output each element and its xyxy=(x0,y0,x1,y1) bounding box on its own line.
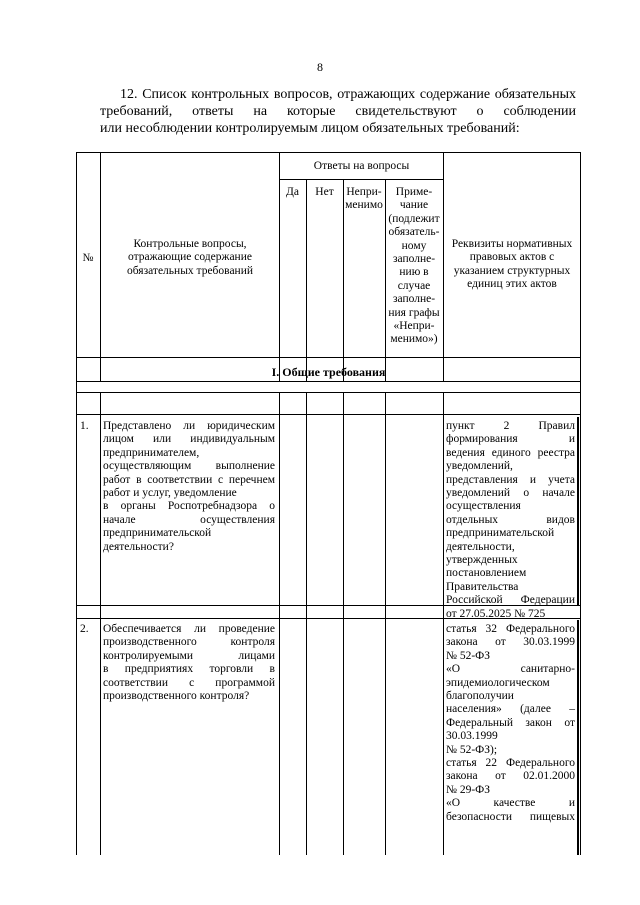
text-line: эпидемиологическом xyxy=(446,676,550,689)
text-line: производственного контроля xyxy=(103,636,275,649)
text-line: Правительства xyxy=(446,580,519,593)
text-line: лицом или индивидуальным xyxy=(103,433,275,446)
text-line: населения» (далее – xyxy=(446,703,575,716)
text-line: № 52-ФЗ xyxy=(446,649,491,662)
intro-line-1: 12. Список контрольных вопросов, отражающих содержание обязательных xyxy=(120,87,576,102)
requisites-box-edge xyxy=(577,417,579,605)
text-line: уведомлений о начале xyxy=(446,487,575,500)
text-line: Российской Федерации xyxy=(446,594,575,607)
header-note-line: случае xyxy=(397,279,431,292)
text-line: безопасности пищевых xyxy=(446,810,575,823)
header-note-line: заполне- xyxy=(392,293,436,306)
text-line: Представлено ли юридическим xyxy=(103,420,275,432)
text-line: предпринимательской xyxy=(446,527,555,540)
text-line: предпринимательской xyxy=(103,527,212,540)
text-line: благополучии xyxy=(446,690,514,703)
section-title: I. Общие требования xyxy=(271,365,386,379)
row-1-top-line xyxy=(76,414,581,415)
header-yes: Да xyxy=(286,186,299,198)
text-line: контролируемыми лицами xyxy=(103,649,275,662)
text-line: закона от 02.01.2000 xyxy=(446,770,575,783)
header-note-line: (подлежит xyxy=(388,212,440,225)
row-2-requisites xyxy=(446,623,575,824)
text-line: осуществляющим выполнение xyxy=(103,460,275,473)
text-line: работ в соответствии с перечнем xyxy=(103,473,275,486)
page-number: 8 xyxy=(317,60,323,74)
header-note-line: «Непри- xyxy=(393,320,435,333)
table-border-right xyxy=(580,152,581,855)
table-border-top xyxy=(76,152,581,153)
requisites-box-edge xyxy=(577,620,579,855)
col-divider-yes xyxy=(306,392,307,855)
text-line: формирования и xyxy=(446,433,575,446)
intro-line-3: или несоблюдении контролируемым лицом обязательных требований: xyxy=(100,121,520,136)
col-divider-note xyxy=(443,152,444,381)
header-note-line: чание xyxy=(399,199,429,212)
text-line: № 52-ФЗ); xyxy=(446,743,498,756)
header-number: № xyxy=(82,252,94,264)
text-line: уведомлений, xyxy=(446,460,513,473)
header-note-line: ному xyxy=(401,239,427,252)
header-note xyxy=(385,186,443,347)
header-questions: Контрольные вопросы, отражающие содержание обязательных требований xyxy=(126,238,254,277)
header-requisites: Реквизиты нормативных правовых актов с указанием структурных единиц этих актов xyxy=(451,238,573,291)
text-line: работ и услуг, уведомление xyxy=(103,487,237,500)
header-not-applicable xyxy=(343,186,385,213)
row-1-question xyxy=(103,420,275,554)
answers-subheader-line xyxy=(279,179,444,180)
header-note-line: менимо») xyxy=(390,333,438,346)
text-line: «О санитарно- xyxy=(446,663,575,676)
col-divider-number xyxy=(100,392,101,855)
text-line: Федеральный закон от xyxy=(446,716,575,729)
header-note-line: ния графы xyxy=(388,306,440,319)
header-na-line: менимо xyxy=(345,199,383,212)
col-divider-note xyxy=(443,392,444,855)
text-line: Обеспечивается ли проведение xyxy=(103,623,275,635)
text-line: деятельности? xyxy=(103,540,174,553)
text-line: пункт 2 Правил xyxy=(446,420,575,432)
text-line: ведения единого реестра xyxy=(446,446,575,459)
text-line: отдельных видов xyxy=(446,513,575,526)
text-line: утвержденных xyxy=(446,554,518,567)
header-bottom-line xyxy=(76,357,581,358)
header-note-line: обязатель- xyxy=(388,226,440,239)
text-line: постановлением xyxy=(446,567,527,580)
text-line: статья 32 Федерального xyxy=(446,623,575,635)
col-divider-number xyxy=(100,152,101,381)
text-line: № 29-ФЗ xyxy=(446,783,491,796)
text-line: 30.03.1999 xyxy=(446,730,498,743)
col-divider-questions xyxy=(279,392,280,855)
header-note-line: нию в xyxy=(399,266,429,279)
header-answers-group: Ответы на вопросы xyxy=(313,160,410,172)
text-line: в органы Роспотребнадзора о xyxy=(103,500,275,513)
text-line: предпринимателем, xyxy=(103,446,200,459)
header-no: Нет xyxy=(315,186,334,198)
header-note-line: Приме- xyxy=(395,186,433,198)
col-divider-yes xyxy=(306,179,307,381)
text-line: производственного контроля? xyxy=(103,690,250,703)
text-line: деятельности, xyxy=(446,540,515,553)
text-line: статья 22 Федерального xyxy=(446,757,575,770)
text-line: соответствии с программой xyxy=(103,676,275,689)
header-note-line: заполне- xyxy=(392,253,436,266)
text-line: представления и учета xyxy=(446,473,575,486)
row-1-requisites xyxy=(446,420,575,621)
row-1-number: 1. xyxy=(80,420,89,432)
col-divider-no xyxy=(343,392,344,855)
text-line: закона от 30.03.1999 xyxy=(446,636,575,649)
text-line: «О качестве и xyxy=(446,797,575,810)
row-2-number: 2. xyxy=(80,623,89,635)
text-line: начале осуществления xyxy=(103,513,275,526)
row-2-question xyxy=(103,623,275,703)
section-bottom-line xyxy=(76,392,581,393)
header-na-line: Непри- xyxy=(346,186,382,198)
col-divider-na xyxy=(385,392,386,855)
intro-line-2: требований, ответы на которые свидетельствуют о соблюдении xyxy=(100,104,576,119)
section-top-line xyxy=(76,381,581,382)
text-line: в предприятиях торговли в xyxy=(103,663,275,676)
text-line: осуществления xyxy=(446,500,521,513)
text-line: от 27.05.2025 № 725 xyxy=(446,607,546,620)
